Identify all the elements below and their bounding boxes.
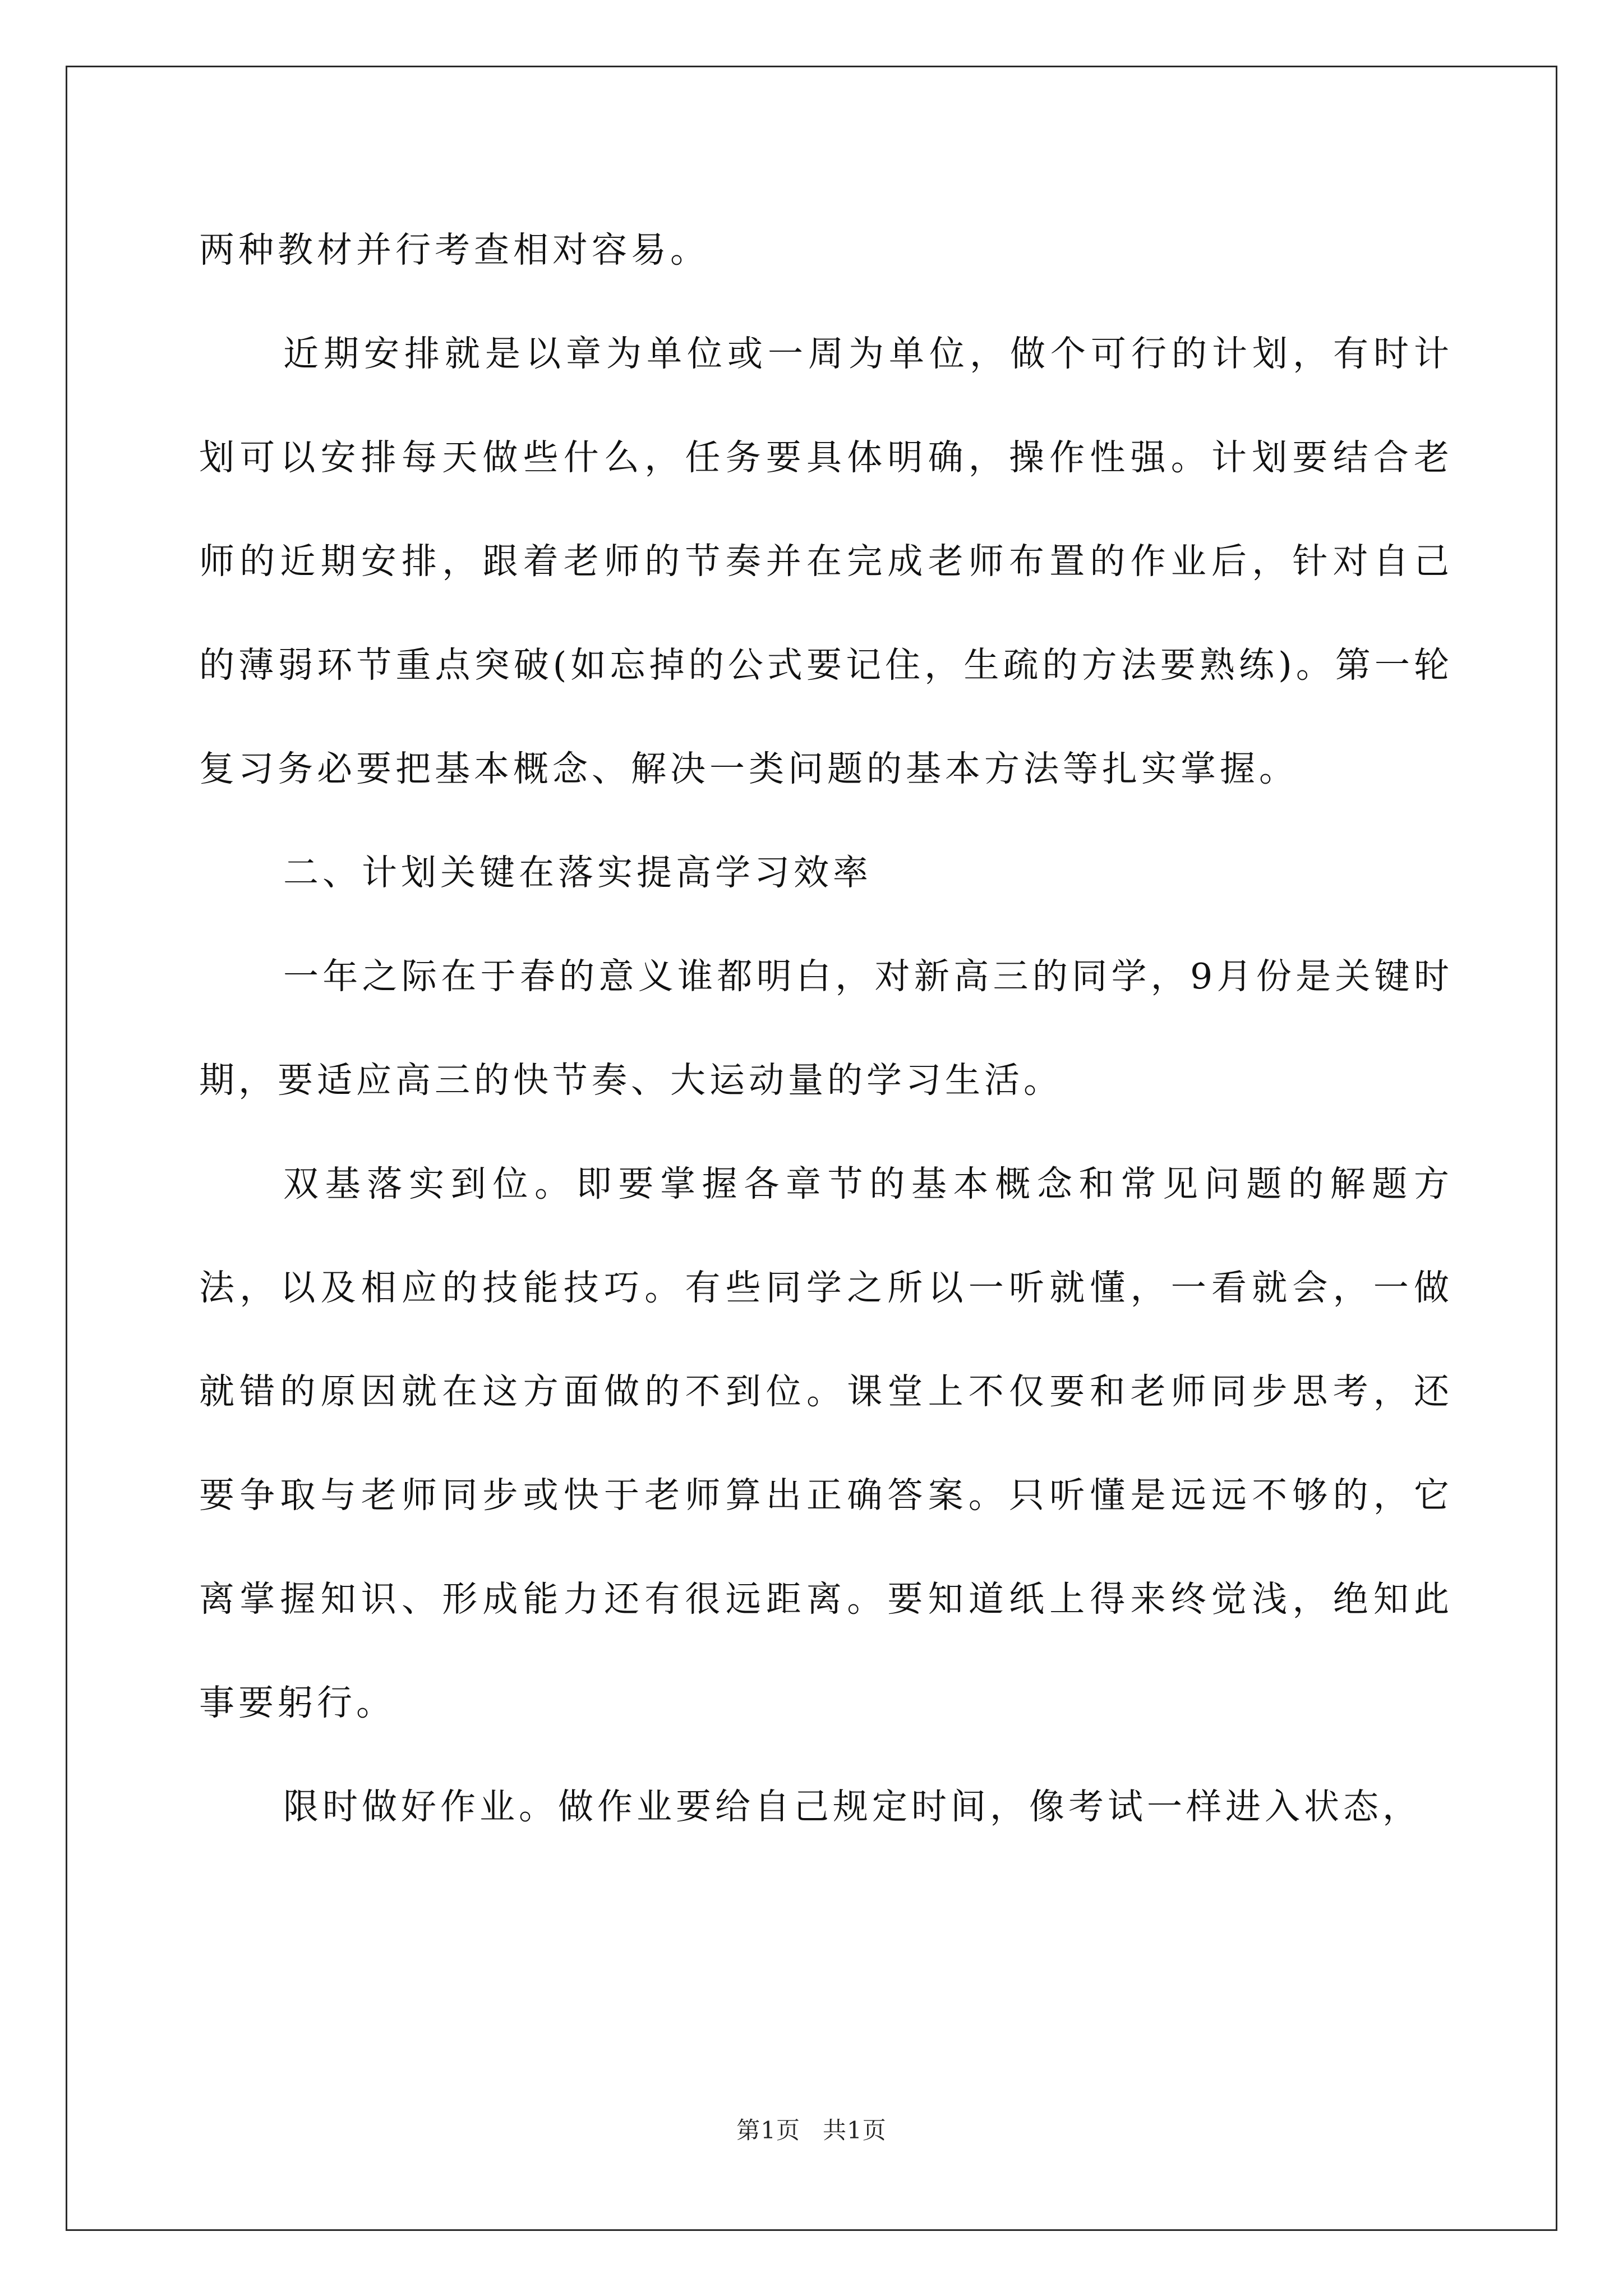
- section-heading: 二、计划关键在落实提高学习效率: [283, 852, 872, 893]
- page-footer: [0, 2112, 1623, 2146]
- document-body: [199, 198, 1453, 1858]
- paragraph-2: 近期安排就是以章为单位或一周为单位，做个可行的计划，有时计划可以安排每天做些什么，任务要具体明确，操作性强。计划要结合老师的近期安排，跟着老师的节奏并在完成老师布置的作业后，针对自己的薄弱环节重点突破(如忘掉的公式要记住，生疏的方法要熟练)。第一轮复习务必要把基本概念、解决一类问题的基本方法等扎实掌握。: [199, 333, 1453, 789]
- page-total: 共1页: [823, 2116, 887, 2144]
- paragraph-4: 双基落实到位。即要掌握各章节的基本概念和常见问题的解题方法，以及相应的技能技巧。有些同学之所以一听就懂，一看就会，一做就错的原因就在这方面做的不到位。课堂上不仅要和老师同步思考，还要争取与老师同步或快于老师算出正确答案。只听懂是远远不够的，它离掌握知识、形成能力还有很远距离。要知道纸上得来终觉浅，绝知此事要躬行。: [199, 1163, 1453, 1723]
- page-number: 第1页: [736, 2116, 800, 2144]
- paragraph-3: 一年之际在于春的意义谁都明白，对新高三的同学，9月份是关键时期，要适应高三的快节奏、大运动量的学习生活。: [199, 956, 1453, 1101]
- paragraph-5: 限时做好作业。做作业要给自己规定时间，像考试一样进入状态，: [283, 1786, 1422, 1827]
- paragraph-1: 两种教材并行考查相对容易。: [199, 229, 709, 270]
